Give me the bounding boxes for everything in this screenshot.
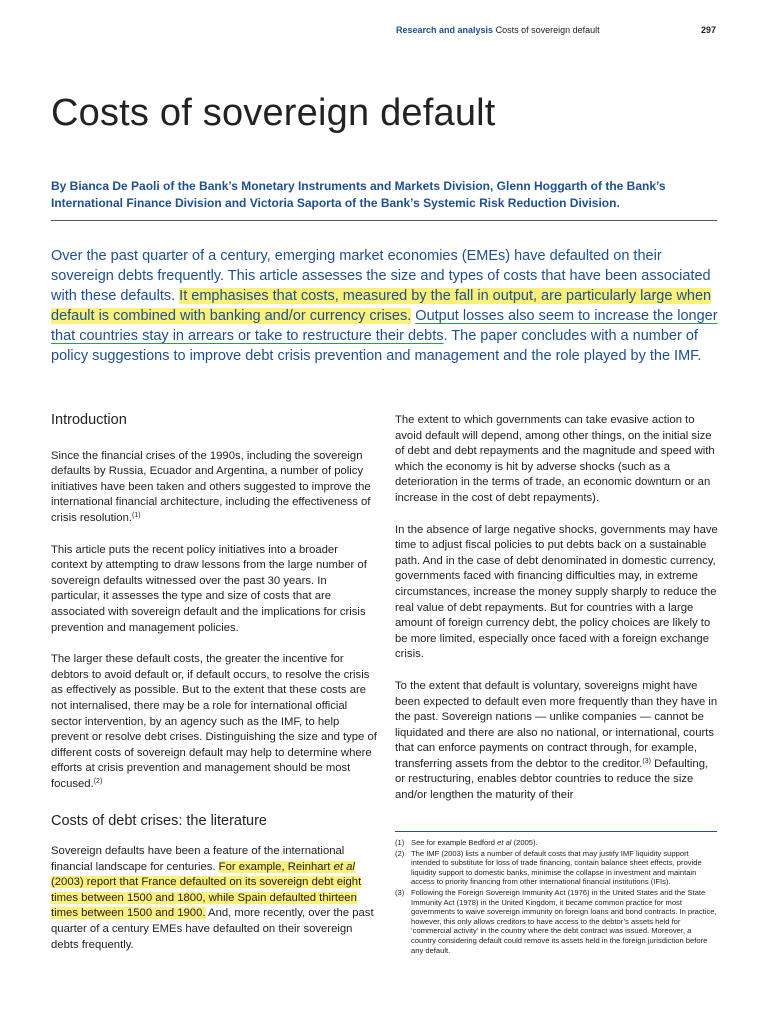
footnote-text: Following the Foreign Sovereign Immunity Act (1976) in the United States and the State Immunity Act (1978) in the United Kingdom, it became common practice for most governments to waive sovereign immunity on foreign loans and bond contracts. In practice, however, this only allows creditors to have access to the debtor’s assets held for ‘commercial activity’ in the country where the debt contract was issued. Moreover, a country considering default could remove its assets held in the foreign jurisdiction before any default. bbox=[411, 887, 717, 955]
literature-heading: Costs of debt crises: the literature bbox=[51, 813, 267, 830]
lit-hl-a: For example, Reinhart bbox=[218, 860, 334, 873]
fn1-text-b: (2005). bbox=[511, 838, 538, 847]
fn1-text-a: See for example Bedford bbox=[411, 838, 498, 847]
intro-paragraph-1 bbox=[51, 449, 377, 527]
footnotes bbox=[395, 838, 717, 956]
intro-heading: Introduction bbox=[51, 412, 127, 428]
article-title: Costs of sovereign default bbox=[51, 92, 496, 134]
footnote-1 bbox=[395, 838, 717, 848]
running-header bbox=[396, 25, 716, 35]
footnote-number: (2) bbox=[395, 848, 405, 858]
header-section: Research and analysis bbox=[396, 25, 494, 35]
intro-p3-text: The larger these default costs, the greater the incentive for debtors to avoid default or, if default occurs, to resolve the crisis as effectively as possible. But to the extent that these costs are not internalised, there may be a role for international official sector intervention, by an agency such as the IMF, to help prevent or resolve debt crises. Distinguishing the size and type of different costs of sovereign default may help to determine where efforts at crisis prevention and management should be most focused. bbox=[51, 653, 377, 790]
right-paragraph-2: In the absence of large negative shocks, governments may have time to adjust fiscal policies to put debts back on a sustainable path. And in the case of debt denominated in domestic currency, governments faced with financing difficulties may, in extreme circumstances, increase the money supply sharply to reduce the real value of debt repayments. But for countries with a large amount of foreign currency debt, the policy choices are likely to be more limited, especially once faced with a foreign exchange crisis. bbox=[395, 523, 718, 661]
footnote-divider bbox=[395, 831, 717, 832]
right-paragraph-1: The extent to which governments can take evasive action to avoid default will depend, among other things, on the initial size of debt and debt repayments and the magnitude and speed with which the economy is hit by adverse shocks (such as a deterioration in the terms of trade, an economic downturn or an increase in the cost of debt repayments). bbox=[395, 414, 715, 504]
title-divider bbox=[51, 220, 717, 221]
header-article-title: Costs of sovereign default bbox=[495, 25, 600, 35]
footnote-number: (1) bbox=[395, 838, 405, 847]
abstract-part-3: . The paper concludes with a number of policy suggestions to improve debt crisis prevention and management and the role played by the IMF. bbox=[51, 328, 702, 364]
lit-text-a: Sovereign defaults have been a feature of the international financial landscape for centuries. bbox=[51, 845, 345, 873]
abstract-part-1: Over the past quarter of a century, emerging market economies (EMEs) have defaulted on their sovereign debts frequently. This article assesses the size and types of costs that have been associated with these defaults. bbox=[51, 248, 711, 304]
footnote-ref-3[interactable]: (3) bbox=[642, 757, 651, 765]
footnote-3 bbox=[395, 888, 717, 955]
left-column bbox=[51, 413, 377, 969]
lit-hl-b: (2003) report that France defaulted on its sovereign debt eight times between 1500 and 1800, while Spain defaulted thirteen times between 1500 and 1900. bbox=[51, 876, 362, 920]
footnote-text: The IMF (2003) lists a number of default costs that may justify IMF liquidity support intended to substitute for loss of trade financing, contain balance sheet effects, provide liquidity support to domestic banks, minimise the collapse in investment and maintain access to priority financing from other international financial institutions (IFIs). bbox=[411, 848, 702, 887]
lit-text-b: And, more recently, over the past quarter of a century EMEs have defaulted on their sovereign debts frequently. bbox=[51, 907, 374, 951]
lit-hl-etal: et al bbox=[333, 860, 355, 873]
page-number: 297 bbox=[700, 25, 716, 35]
right-p3-text: To the extent that default is voluntary, sovereigns might have been expected to default even more frequently than they have in the past. Sovereign nations — unlike companies — cannot be liquidated and there are also no national, or international, courts that can enforce payments on contract through, for example, transferring assets from the debtor to the creditor. bbox=[395, 679, 718, 770]
footnote-ref-1[interactable]: (1) bbox=[132, 511, 141, 519]
abstract-underline: Output losses also seem to increase the longer that countries stay in arrears or take to restructure their debts bbox=[51, 308, 718, 344]
footnote-text bbox=[411, 838, 717, 848]
intro-paragraph-2: This article puts the recent policy initiatives into a broader context by attempting to draw lessons from the large number of sovereign defaults witnessed over the past 30 years. In particular, it assesses the type and size of costs that are associated with sovereign default and the implications for crisis prevention and management policies. bbox=[51, 543, 367, 634]
abstract-highlight: It emphasises that costs, measured by the fall in output, are particularly large when default is combined with banking and/or currency crises. bbox=[51, 288, 712, 324]
literature-paragraph-1 bbox=[51, 844, 377, 953]
right-p3-cont: Defaulting, or restructuring, enables debtor countries to reduce the size and/or lengthen the maturity of their bbox=[395, 757, 709, 802]
intro-p1-text: Since the financial crises of the 1990s, including the sovereign defaults by Russia, Ecuador and Argentina, a number of policy initiatives have been taken and others suggested to improve the international financial architecture, including the effectiveness of crisis resolution. bbox=[51, 449, 371, 524]
fn1-etal: et al bbox=[497, 838, 512, 847]
footnote-2 bbox=[395, 849, 717, 887]
footnote-ref-2[interactable]: (2) bbox=[93, 777, 103, 785]
footnote-number: (3) bbox=[395, 887, 405, 897]
author-byline: By Bianca De Paoli of the Bank’s Monetary Instruments and Markets Division, Glenn Hoggarth of the Bank’s International Finance Division and Victoria Saporta of the Bank’s Systemic Risk Reduction Division. bbox=[51, 179, 666, 210]
abstract bbox=[51, 246, 719, 366]
right-column bbox=[395, 413, 721, 820]
intro-paragraph-3 bbox=[51, 652, 377, 792]
right-paragraph-3 bbox=[395, 679, 721, 804]
